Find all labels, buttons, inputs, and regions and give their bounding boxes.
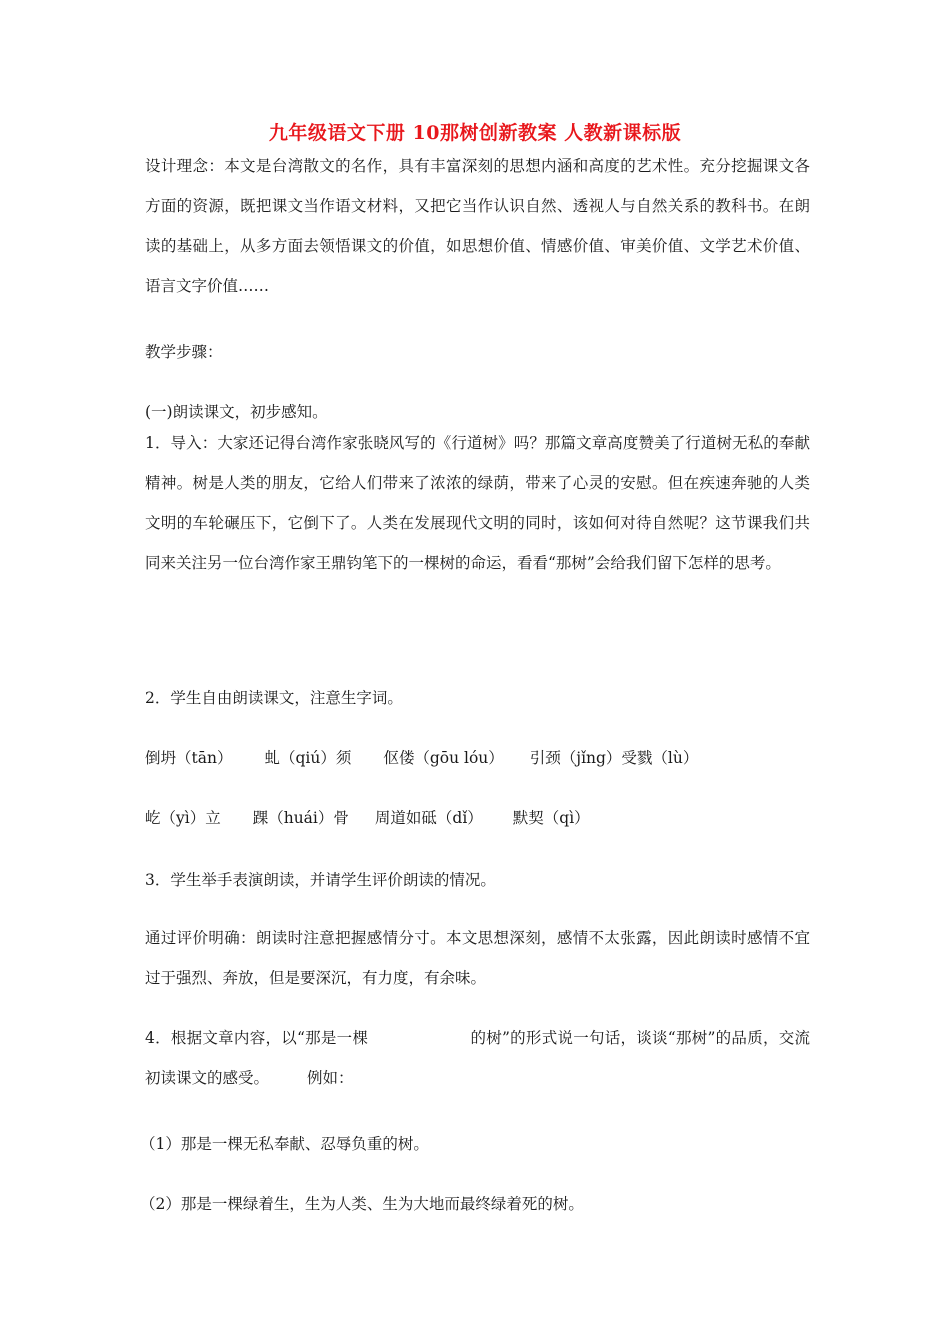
vocab-word: 屹（yì）立 — [145, 809, 221, 827]
item-4-text-end: 的树”的形式说一句话，谈谈“那树”的品质，交流初读课文的感受。 — [145, 1029, 810, 1087]
item-4-text-start: 4．根据文章内容，以“那是一棵 — [145, 1029, 369, 1047]
document-title: 九年级语文下册 10那树创新教案 人教新课标版 — [268, 122, 682, 144]
item-4-paragraph — [145, 1018, 810, 1098]
vocab-word: 引颈（jǐng）受戮（lù） — [529, 749, 699, 767]
design-concept-paragraph: 设计理念：本文是台湾散文的名作，具有丰富深刻的思想内涵和高度的艺术性。充分挖掘课文各方面的资源，既把课文当作语文材料，又把它当作认识自然、透视人与自然关系的教科书。在朗读的基础上，从多方面去领悟课文的价值，如思想价值、情感价值、审美价值、文学艺术价值、语言文字价值…… — [145, 157, 810, 295]
vocab-row-2 — [145, 806, 810, 828]
vocab-word: 倒坍（tān） — [145, 749, 233, 767]
vocab-word: 周道如砥（dǐ） — [374, 809, 483, 827]
steps-heading: 教学步骤： — [145, 343, 223, 361]
example-2: （2）那是一棵绿着生，生为人类、生为大地而最终绿着死的树。 — [140, 1195, 584, 1213]
vocab-word: 踝（huái）骨 — [252, 809, 349, 827]
clarify-paragraph: 通过评价明确：朗读时注意把握感情分寸。本文思想深刻，感情不太张露，因此朗读时感情不宜过于强烈、奔放，但是要深沉，有力度，有余味。 — [145, 929, 810, 987]
vocab-row-1 — [145, 746, 810, 768]
vocab-word: 虬（qiú）须 — [264, 749, 352, 767]
item-1-paragraph: 1．导入：大家还记得台湾作家张晓风写的《行道树》吗？那篇文章高度赞美了行道树无私的奉献精神。树是人类的朋友，它给人们带来了浓浓的绿荫，带来了心灵的安慰。但在疾速奔驰的人类文明的车轮碾压下，它倒下了。人类在发展现代文明的同时，该如何对待自然呢？这节课我们共同来关注另一位台湾作家王鼎钧笔下的一棵树的命运，看看“那树”会给我们留下怎样的思考。 — [145, 434, 810, 572]
vocab-word: 默契（qì） — [512, 809, 590, 827]
example-1: （1）那是一棵无私奉献、忍辱负重的树。 — [140, 1135, 429, 1153]
item-2-paragraph: 2．学生自由朗读课文，注意生字词。 — [145, 689, 403, 707]
item-3-paragraph: 3．学生举手表演朗读，并请学生评价朗读的情况。 — [145, 871, 496, 889]
vocab-word: 伛偻（gōu lóu） — [383, 749, 504, 767]
item-4-example-label: 例如： — [307, 1069, 354, 1087]
section-1-heading: (一)朗读课文，初步感知。 — [145, 403, 328, 421]
